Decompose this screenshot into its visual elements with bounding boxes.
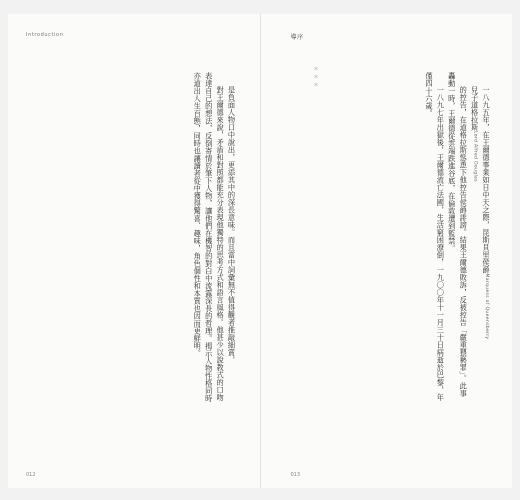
paragraph: 一八九七年出獄後，王爾德流亡法國，生活窮困潦倒，一九〇〇年十一月三十日病逝於巴黎，年僅四十六歲。 <box>424 72 446 402</box>
paragraph-text: 一八九五年，在王爾德事業如日中天之際，昆斯貝里侯爵 <box>482 86 491 274</box>
body-text <box>302 72 492 402</box>
page-number: 013 <box>290 472 301 478</box>
annotation: Lord Alfred Douglas <box>472 131 478 183</box>
book-spread <box>8 14 512 488</box>
section-ornament: ＊＊＊ <box>312 66 319 90</box>
paragraph: 對王爾德來說，矛盾和對照都能充分表現他獨特的思考方式和語言風格。他甚少以說教式的口吻表達自己的想法，反倒寄情於筆下人物，讓他們在機智的對白中流露深長的哲理。揭示人物性格同時亦道出人生百態，同時也讓讀者從中獲得驚喜、趣味，角色個性和本質也因而更鮮明。 <box>193 72 226 402</box>
paragraph <box>469 72 480 402</box>
running-head: 導序 <box>290 34 304 41</box>
paragraph: 的控告，在道格拉斯慫恿下他控告侯爵誹謗。結果王爾德敗訴，反被控告「嚴重猥褻罪」。此事轟動一時，王爾德從雲端跌進谷底，在倫敦遭到監禁。 <box>447 72 469 398</box>
right-page <box>261 14 513 488</box>
running-head: Introduction <box>26 32 64 38</box>
page-number: 012 <box>26 472 36 478</box>
body-text <box>28 72 238 402</box>
paragraph <box>481 72 492 402</box>
paragraph: 是負面人物口中說出，更添其中的深長意味。而且當中詞彙無不值得觀者推敲細賞， <box>227 86 237 364</box>
left-page <box>8 14 261 488</box>
annotation: Marquess of Queensberry <box>484 273 489 340</box>
paragraph-text: 兒子道格拉斯 <box>470 86 480 132</box>
